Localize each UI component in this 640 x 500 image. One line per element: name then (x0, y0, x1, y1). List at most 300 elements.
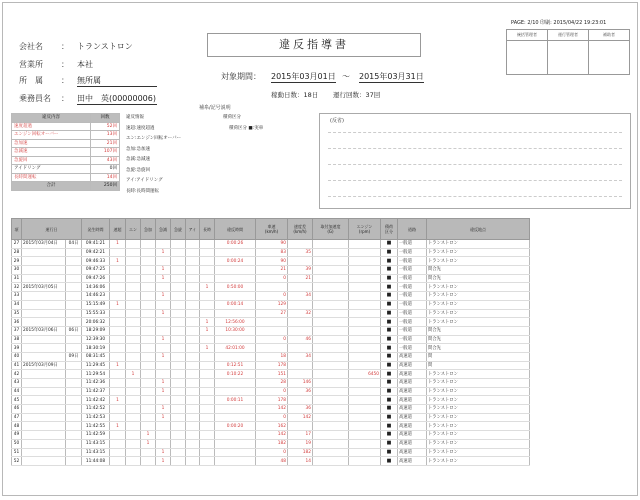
table-row (12, 266, 530, 275)
event-time: 11:42:59 (82, 431, 110, 440)
vehicle-speed (256, 318, 288, 327)
drive-date (22, 335, 66, 344)
flag-decel (156, 370, 171, 379)
row-index: 52 (12, 457, 22, 466)
flag-speeding (110, 318, 126, 327)
day (66, 318, 82, 327)
table-row (12, 335, 530, 344)
col-header: 急減 (156, 219, 171, 240)
approval-header: 補助者 (589, 30, 630, 41)
row-index: 50 (12, 439, 22, 448)
violation-duration (215, 309, 256, 318)
flag-turn (171, 266, 186, 275)
flag-speeding (110, 439, 126, 448)
flag-longdrive: 1 (200, 283, 215, 292)
company-label: 会社名 (19, 42, 43, 51)
day: 04日 (66, 240, 82, 249)
event-time: 14:36:06 (82, 283, 110, 292)
event-time: 18:29:09 (82, 326, 110, 335)
summary-item-count: 52回 (91, 122, 120, 131)
flag-decel: 1 (156, 457, 171, 466)
flag-idle (186, 457, 200, 466)
row-index: 51 (12, 448, 22, 457)
row-index: 32 (12, 283, 22, 292)
drive-date (22, 266, 66, 275)
drive-date (22, 387, 66, 396)
flag-idle (186, 318, 200, 327)
flag-turn (171, 361, 186, 370)
flag-speeding (110, 448, 126, 457)
event-time: 11:43:15 (82, 448, 110, 457)
load-status: ■ (381, 352, 398, 361)
day (66, 422, 82, 431)
drive-date (22, 352, 66, 361)
speed-diff (288, 370, 313, 379)
col-header: 運行日 (22, 219, 82, 240)
load-status: ■ (381, 335, 398, 344)
flag-engine (126, 335, 141, 344)
engine-rpm (349, 422, 381, 431)
engine-rpm (349, 248, 381, 257)
flag-engine (126, 309, 141, 318)
remarks-box (319, 113, 631, 209)
violation-duration: 12:56:00 (215, 318, 256, 327)
flag-idle (186, 379, 200, 388)
event-time: 09:47:26 (82, 274, 110, 283)
flag-decel: 1 (156, 248, 171, 257)
vehicle-speed (256, 283, 288, 292)
vehicle-speed: 162 (256, 422, 288, 431)
remarks-line (328, 180, 622, 181)
flag-accel (141, 379, 156, 388)
event-time: 11:42:37 (82, 387, 110, 396)
table-row (12, 352, 530, 361)
flag-engine (126, 379, 141, 388)
speed-diff (288, 361, 313, 370)
day (66, 361, 82, 370)
flag-longdrive (200, 257, 215, 266)
flag-idle (186, 405, 200, 414)
acceleration (313, 240, 349, 249)
col-header: 違反地点 (427, 219, 530, 240)
flag-speeding: 1 (110, 257, 126, 266)
road-type: 一般道 (398, 326, 427, 335)
flag-accel (141, 413, 156, 422)
vehicle-speed: 18 (256, 352, 288, 361)
day (66, 344, 82, 353)
location: トランストロン (427, 379, 530, 388)
violation-duration (215, 274, 256, 283)
location: 問合先 (427, 344, 530, 353)
flag-longdrive (200, 448, 215, 457)
engine-rpm (349, 240, 381, 249)
vehicle-speed: 178 (256, 396, 288, 405)
speed-diff (288, 240, 313, 249)
road-type: 高速道 (398, 431, 427, 440)
remarks-line (328, 164, 622, 165)
vehicle-speed: 21 (256, 266, 288, 275)
vehicle-speed: 83 (256, 248, 288, 257)
report-title: 違反指導書 (207, 33, 421, 57)
flag-accel (141, 422, 156, 431)
flag-speeding (110, 387, 126, 396)
day (66, 257, 82, 266)
acceleration (313, 318, 349, 327)
flag-decel: 1 (156, 387, 171, 396)
load-status: ■ (381, 248, 398, 257)
row-index: 34 (12, 300, 22, 309)
flag-accel: 1 (141, 439, 156, 448)
flag-speeding: 1 (110, 396, 126, 405)
acceleration (313, 370, 349, 379)
flag-speeding (110, 335, 126, 344)
flag-engine (126, 431, 141, 440)
flag-idle (186, 300, 200, 309)
flag-accel (141, 448, 156, 457)
summary-header: 回数 (91, 114, 120, 123)
vehicle-speed: 90 (256, 257, 288, 266)
location: トランストロン (427, 396, 530, 405)
drive-date: 2015年03月05日 (22, 283, 66, 292)
flag-turn (171, 413, 186, 422)
col-header: 発生時間 (82, 219, 110, 240)
event-time: 11:42:52 (82, 405, 110, 414)
violation-duration (215, 439, 256, 448)
flag-engine (126, 352, 141, 361)
drive-date (22, 413, 66, 422)
flag-accel (141, 257, 156, 266)
flag-decel (156, 318, 171, 327)
legend-line: 急減:急減速 (126, 157, 151, 162)
acceleration (313, 413, 349, 422)
day: 09日 (66, 352, 82, 361)
engine-rpm (349, 326, 381, 335)
col-header: 速超 (110, 219, 126, 240)
flag-speeding: 1 (110, 422, 126, 431)
flag-longdrive (200, 361, 215, 370)
table-row (12, 257, 530, 266)
location: 問合先 (427, 266, 530, 275)
flag-decel: 1 (156, 292, 171, 301)
col-header: 長時 (200, 219, 215, 240)
flag-idle (186, 431, 200, 440)
day (66, 248, 82, 257)
road-type: 高速道 (398, 457, 427, 466)
road-type: 高速道 (398, 396, 427, 405)
road-type: 一般道 (398, 292, 427, 301)
report-page (2, 2, 638, 496)
violation-duration (215, 352, 256, 361)
engine-rpm (349, 257, 381, 266)
flag-engine (126, 326, 141, 335)
flag-longdrive (200, 379, 215, 388)
remarks-line (328, 132, 622, 133)
flag-turn (171, 240, 186, 249)
working-days: 稼動日数：18日 (271, 91, 319, 99)
period-label: 対象期間： (221, 72, 261, 81)
violation-duration: 10:30:00 (215, 326, 256, 335)
vehicle-speed: 142 (256, 405, 288, 414)
road-type: 高速道 (398, 361, 427, 370)
location: トランストロン (427, 387, 530, 396)
flag-idle (186, 283, 200, 292)
violation-duration: 0:00:11 (215, 396, 256, 405)
col-header: 急旋 (171, 219, 186, 240)
flag-engine (126, 361, 141, 370)
table-row (12, 422, 530, 431)
load-status: ■ (381, 257, 398, 266)
flag-speeding (110, 370, 126, 379)
speed-diff (288, 396, 313, 405)
flag-turn (171, 448, 186, 457)
flag-turn (171, 318, 186, 327)
table-row (12, 457, 530, 466)
flag-speeding (110, 309, 126, 318)
flag-engine (126, 257, 141, 266)
col-header: 車速 (km/h) (256, 219, 288, 240)
vehicle-speed: 28 (256, 379, 288, 388)
speed-diff: 32 (288, 309, 313, 318)
flag-longdrive (200, 309, 215, 318)
event-time: 11:42:53 (82, 413, 110, 422)
load-status: ■ (381, 274, 398, 283)
acceleration (313, 335, 349, 344)
acceleration (313, 274, 349, 283)
load-status: ■ (381, 396, 398, 405)
table-row (12, 370, 530, 379)
colon: ： (61, 94, 69, 103)
flag-decel (156, 361, 171, 370)
flag-longdrive (200, 292, 215, 301)
load-status: ■ (381, 300, 398, 309)
flag-accel (141, 240, 156, 249)
violation-summary-table (11, 113, 120, 191)
flag-longdrive (200, 240, 215, 249)
day (66, 370, 82, 379)
flag-decel (156, 257, 171, 266)
road-type: 一般道 (398, 344, 427, 353)
location: トランストロン (427, 457, 530, 466)
vehicle-speed: 0 (256, 274, 288, 283)
drive-count: 運行回数：37回 (333, 91, 381, 99)
event-time: 08:31:45 (82, 352, 110, 361)
flag-decel: 1 (156, 448, 171, 457)
location: 問合先 (427, 326, 530, 335)
day (66, 274, 82, 283)
flag-turn (171, 387, 186, 396)
approval-stamp-cell (589, 41, 630, 75)
speed-diff: 36 (288, 405, 313, 414)
drive-date (22, 309, 66, 318)
row-index: 41 (12, 361, 22, 370)
row-index: 44 (12, 387, 22, 396)
drive-date (22, 379, 66, 388)
flag-speeding (110, 248, 126, 257)
table-row (12, 344, 530, 353)
flag-engine (126, 248, 141, 257)
violation-duration: 0:00:26 (215, 240, 256, 249)
flag-engine (126, 318, 141, 327)
drive-date (22, 405, 66, 414)
flag-speeding: 1 (110, 300, 126, 309)
table-row (12, 361, 530, 370)
drive-date (22, 300, 66, 309)
table-row (12, 283, 530, 292)
flag-idle (186, 396, 200, 405)
location: 問合先 (427, 335, 530, 344)
flag-decel: 1 (156, 405, 171, 414)
page-info: PAGE: 2/10 印刷: 2015/04/22 19:23:01 (511, 20, 607, 26)
flag-idle (186, 439, 200, 448)
speed-diff: 36 (288, 387, 313, 396)
vehicle-speed: 182 (256, 439, 288, 448)
flag-accel (141, 318, 156, 327)
row-index: 46 (12, 405, 22, 414)
flag-engine (126, 448, 141, 457)
road-type: 高速道 (398, 352, 427, 361)
row-index: 47 (12, 413, 22, 422)
day (66, 387, 82, 396)
acceleration (313, 448, 349, 457)
event-time: 14:46:23 (82, 292, 110, 301)
engine-rpm (349, 283, 381, 292)
engine-rpm (349, 396, 381, 405)
flag-engine (126, 405, 141, 414)
table-row (12, 387, 530, 396)
flag-speeding (110, 266, 126, 275)
violation-duration: 0:10:22 (215, 370, 256, 379)
load-status: ■ (381, 292, 398, 301)
col-header: 急加 (141, 219, 156, 240)
row-index: 36 (12, 318, 22, 327)
day (66, 457, 82, 466)
flag-idle (186, 352, 200, 361)
legend-line: 違反情報 (126, 115, 144, 120)
company-value: トランストロン (77, 42, 133, 51)
violation-duration: 0:00:20 (215, 422, 256, 431)
flag-accel (141, 370, 156, 379)
flag-idle (186, 274, 200, 283)
table-row (12, 318, 530, 327)
flag-engine (126, 422, 141, 431)
flag-decel (156, 300, 171, 309)
legend-violation-codes (126, 113, 216, 197)
day (66, 379, 82, 388)
flag-longdrive (200, 352, 215, 361)
road-type: 高速道 (398, 405, 427, 414)
flag-engine (126, 344, 141, 353)
row-index: 33 (12, 292, 22, 301)
vehicle-speed: 151 (256, 370, 288, 379)
engine-rpm (349, 266, 381, 275)
row-index: 42 (12, 370, 22, 379)
vehicle-speed: 0 (256, 335, 288, 344)
row-index: 45 (12, 396, 22, 405)
flag-decel: 1 (156, 274, 171, 283)
vehicle-speed: 0 (256, 292, 288, 301)
location: トランストロン (427, 431, 530, 440)
violation-duration: 0:00:14 (215, 300, 256, 309)
col-header: エンジン (rpm) (349, 219, 381, 240)
drive-date (22, 248, 66, 257)
flag-engine (126, 292, 141, 301)
flag-speeding (110, 379, 126, 388)
engine-rpm (349, 292, 381, 301)
flag-longdrive (200, 422, 215, 431)
speed-diff (288, 344, 313, 353)
flag-decel (156, 240, 171, 249)
flag-decel (156, 326, 171, 335)
summary-item-name: 急旋回 (12, 156, 91, 165)
drive-date (22, 457, 66, 466)
summary-item-name: エンジン回転オーバー (12, 131, 91, 140)
acceleration (313, 248, 349, 257)
load-status: ■ (381, 240, 398, 249)
flag-decel (156, 344, 171, 353)
load-status: ■ (381, 283, 398, 292)
dept-label: 所 属 (19, 76, 43, 85)
event-time: 11:29:54 (82, 370, 110, 379)
flag-accel (141, 309, 156, 318)
table-row (12, 309, 530, 318)
day (66, 396, 82, 405)
acceleration (313, 379, 349, 388)
location: 問合先 (427, 274, 530, 283)
violation-duration (215, 413, 256, 422)
approval-stamp-table (506, 29, 630, 75)
office-value: 本社 (77, 60, 93, 69)
road-type: 高速道 (398, 370, 427, 379)
load-status: ■ (381, 379, 398, 388)
road-type: 高速道 (398, 448, 427, 457)
table-row (12, 405, 530, 414)
flag-decel: 1 (156, 335, 171, 344)
flag-accel (141, 248, 156, 257)
violation-duration (215, 266, 256, 275)
flag-decel (156, 439, 171, 448)
day (66, 448, 82, 457)
flag-longdrive: 1 (200, 326, 215, 335)
summary-total-label: 合計 (12, 182, 91, 191)
road-type: 一般道 (398, 318, 427, 327)
table-row (12, 448, 530, 457)
flag-longdrive (200, 300, 215, 309)
road-type: 高速道 (398, 387, 427, 396)
flag-decel: 1 (156, 266, 171, 275)
flag-turn (171, 248, 186, 257)
flag-accel (141, 335, 156, 344)
flag-decel: 1 (156, 309, 171, 318)
table-row (12, 240, 530, 249)
period-from: 2015年03月01日 (271, 72, 336, 81)
table-row (12, 326, 530, 335)
drive-date (22, 292, 66, 301)
event-time: 11:44:08 (82, 457, 110, 466)
flag-turn (171, 431, 186, 440)
road-type: 一般道 (398, 266, 427, 275)
violation-duration (215, 387, 256, 396)
speed-diff: 21 (288, 274, 313, 283)
event-time: 18:30:19 (82, 344, 110, 353)
flag-longdrive (200, 413, 215, 422)
flag-decel: 1 (156, 413, 171, 422)
day (66, 405, 82, 414)
vehicle-speed: 0 (256, 448, 288, 457)
event-time: 12:39:30 (82, 335, 110, 344)
legend-line: 長時:長時間運転 (126, 188, 160, 194)
col-header: 違反時間 (215, 219, 256, 240)
row-index: 37 (12, 326, 22, 335)
